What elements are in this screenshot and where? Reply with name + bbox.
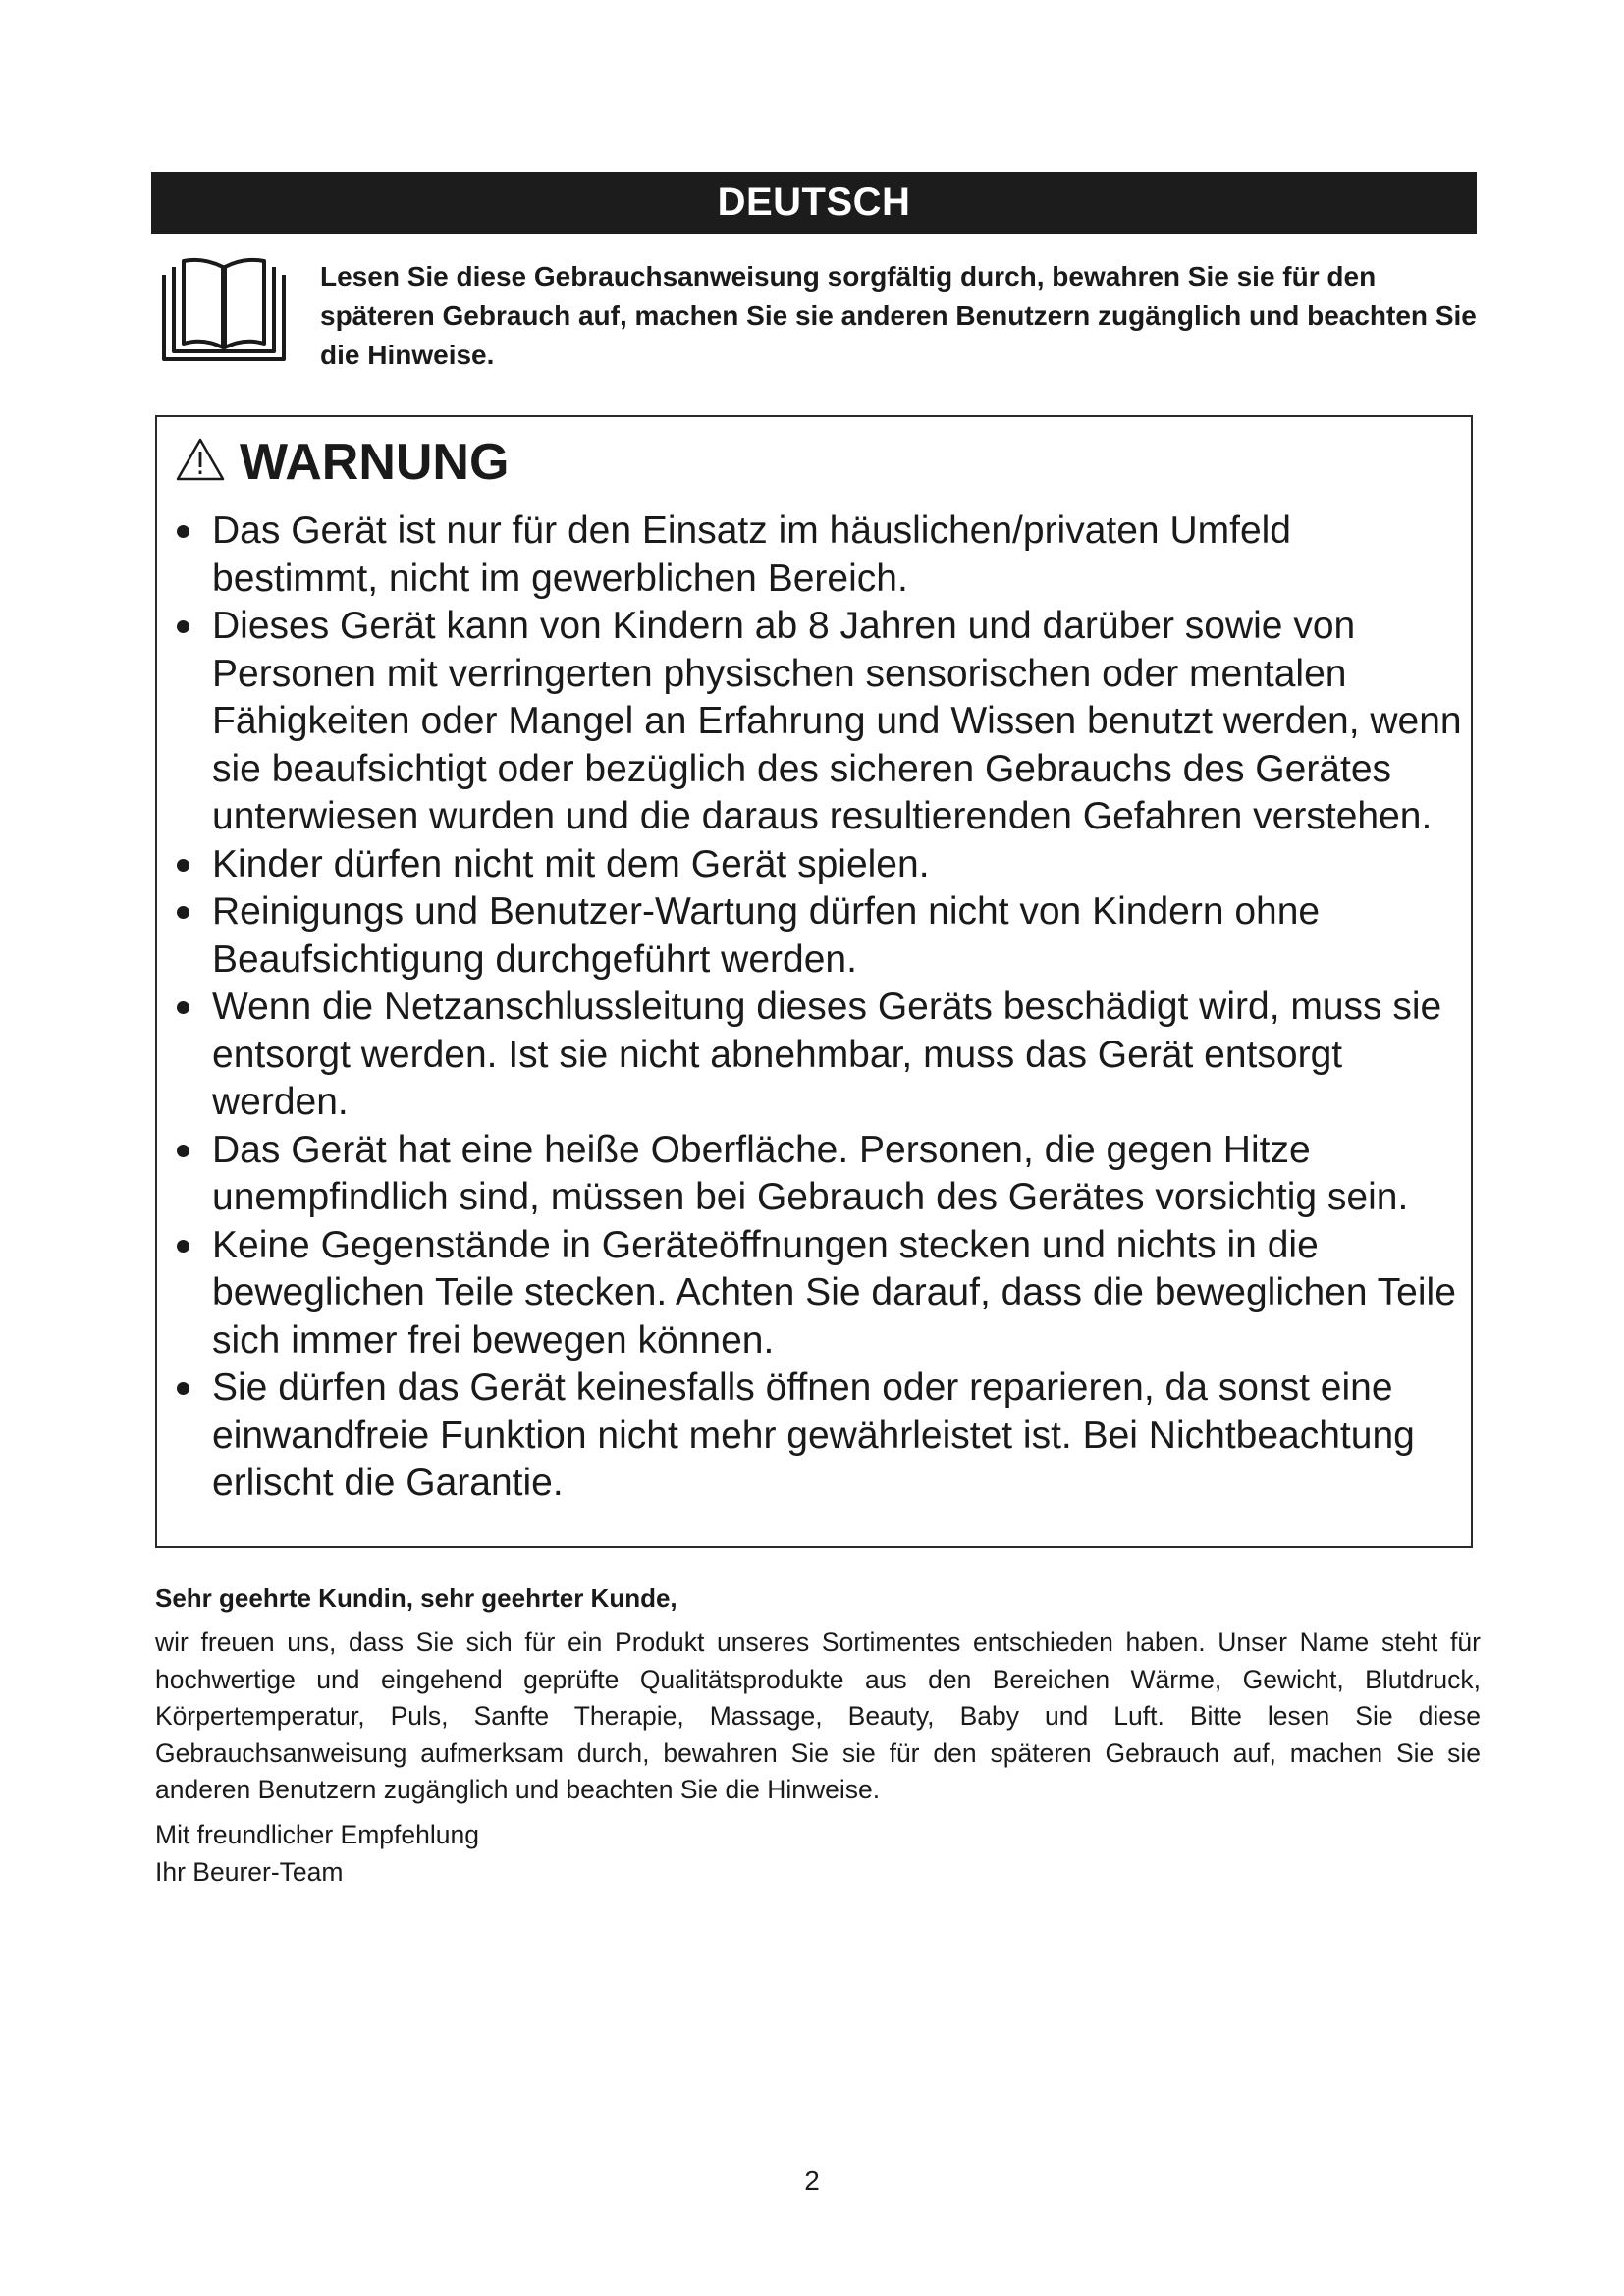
letter-greeting: Sehr geehrte Kundin, sehr geehrter Kunde, (155, 1583, 677, 1613)
open-book-icon (160, 257, 288, 367)
warning-triangle-icon (175, 437, 226, 482)
warning-item: Sie dürfen das Gerät keinesfalls öffnen oder reparieren, da sonst eine einwandfreie Funktion nicht mehr gewährleistet ist. Bei Nichtbeachtung erlischt die Garantie. (169, 1364, 1465, 1508)
closing-line: Mit freundlicher Empfehlung (155, 1820, 479, 1849)
warning-item: Das Gerät ist nur für den Einsatz im häuslichen/privaten Umfeld bestimmt, nicht im gewerblichen Bereich. (169, 507, 1465, 603)
language-header (151, 172, 1477, 234)
warning-heading (175, 431, 509, 494)
warning-list (169, 507, 1465, 1508)
warning-item: Keine Gegenstände in Geräteöffnungen stecken und nichts in die beweglichen Teile stecken. Achten Sie darauf, dass die beweglichen Teile sich immer frei bewegen können. (169, 1222, 1465, 1365)
letter-closing (155, 1816, 479, 1891)
language-label: DEUTSCH (717, 181, 911, 224)
warning-item: Reinigungs und Benutzer-Wartung dürfen nicht von Kindern ohne Beaufsichtigung durchgeführt werden. (169, 888, 1465, 984)
page-number: 2 (804, 2165, 820, 2196)
letter-body: wir freuen uns, dass Sie sich für ein Produkt unseres Sortimentes entschieden haben. Unser Name steht für hochwertige und eingehend geprüfte Qualitätsprodukte aus den Bereichen Wärme, Gewicht, Blutdruck, Körpertemperatur, Puls, Sanfte Therapie, Massage, Beauty, Baby und Luft. Bitte lesen Sie diese Gebrauchsanweisung aufmerksam durch, bewahren Sie sie für den späteren Gebrauch auf, machen Sie sie anderen Benutzern zugänglich und beachten Sie die Hinweise. (155, 1628, 1481, 1804)
warning-title: WARNUNG (240, 434, 510, 491)
warning-box (155, 415, 1473, 1548)
warning-item: Dieses Gerät kann von Kindern ab 8 Jahren und darüber sowie von Personen mit verringerten physischen sensorischen oder mentalen Fähigkeiten oder Mangel an Erfahrung und Wissen benutzt werden, wenn sie beaufsichtigt oder bezüglich des sicheren Gebrauchs des Gerätes unterwiesen wurden und die daraus resultierenden Gefahren verstehen. (169, 603, 1465, 841)
warning-item: Kinder dürfen nicht mit dem Gerät spielen. (169, 841, 1465, 889)
intro-text: Lesen Sie diese Gebrauchsanweisung sorgfältig durch, bewahren Sie sie für den späteren Gebrauch auf, machen Sie sie anderen Benutzern zugänglich und beachten Sie die Hinweise. (320, 261, 1477, 370)
warning-item: Das Gerät hat eine heiße Oberfläche. Personen, die gegen Hitze unempfindlich sind, müssen bei Gebrauch des Gerätes vorsichtig sein. (169, 1127, 1465, 1222)
warning-item: Wenn die Netzanschlussleitung dieses Geräts beschädigt wird, muss sie entsorgt werden. Ist sie nicht abnehmbar, muss das Gerät entsorgt werden. (169, 984, 1465, 1127)
signature-line: Ihr Beurer-Team (155, 1857, 344, 1887)
